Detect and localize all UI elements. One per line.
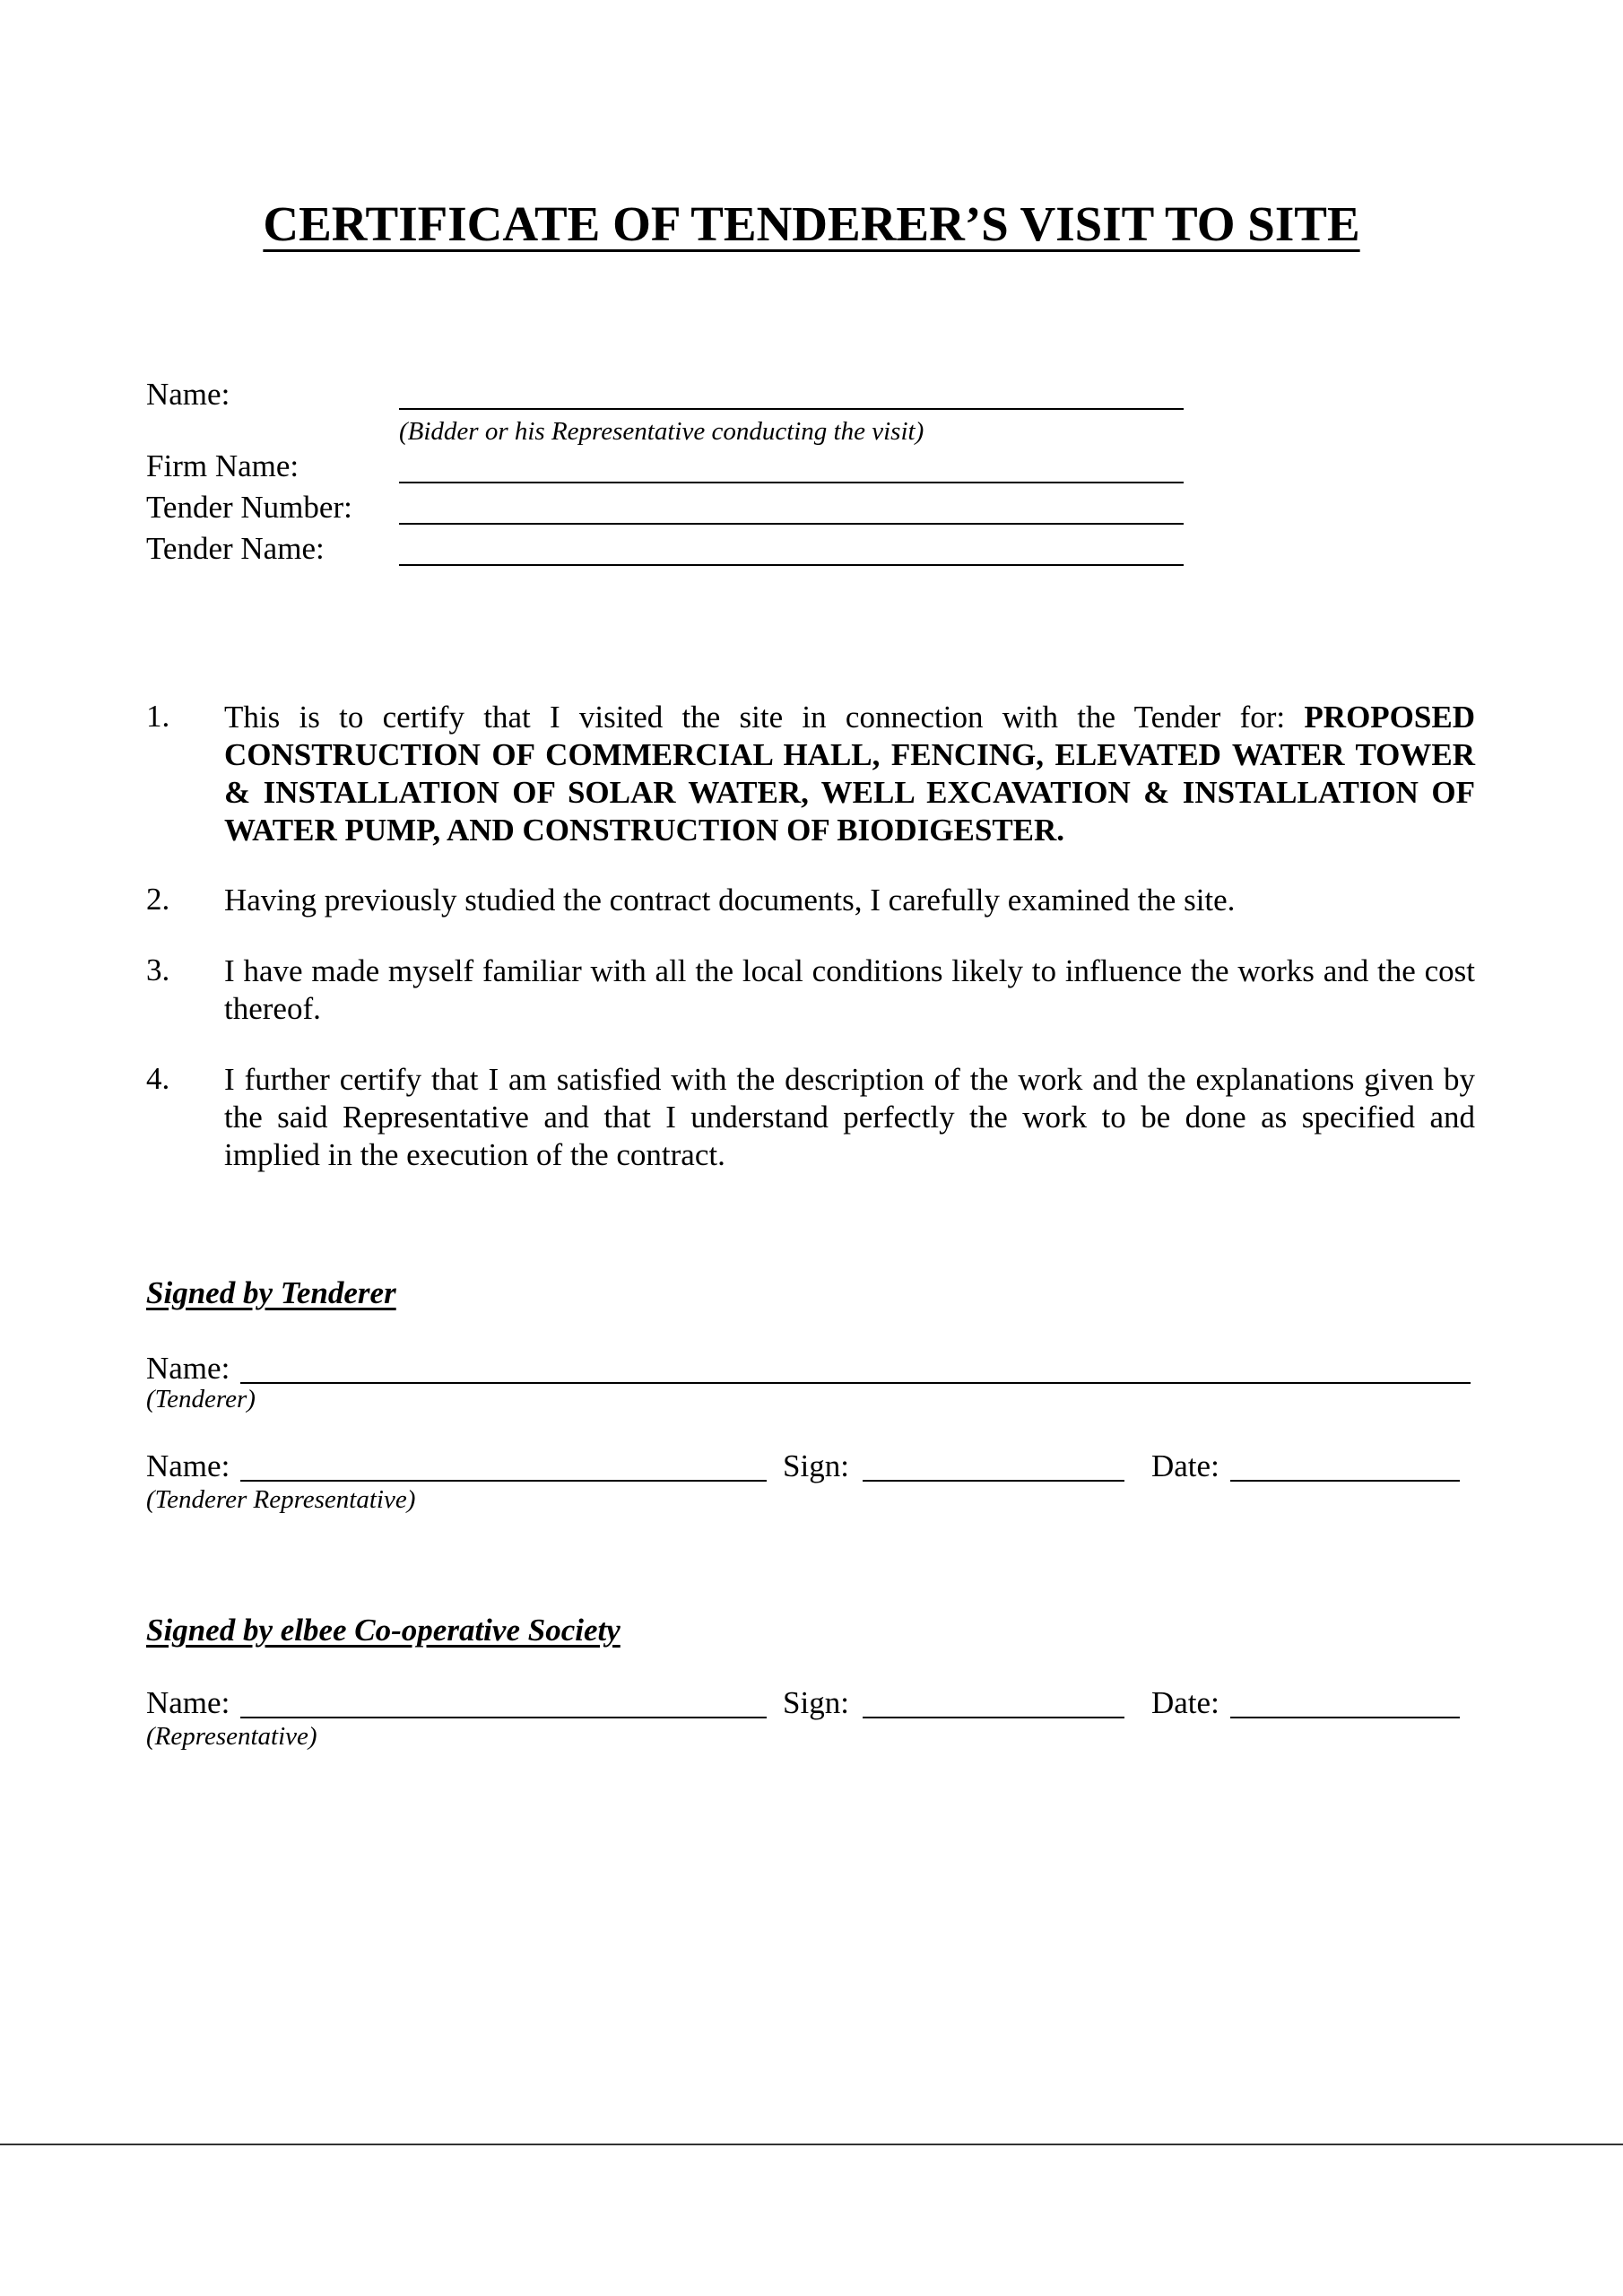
society-note: (Representative) [146,1722,317,1751]
tenderer-rep-date-line[interactable] [1230,1480,1460,1482]
society-name-label: Name: [146,1685,230,1720]
name-line[interactable] [399,408,1184,410]
society-name-line[interactable] [240,1717,767,1718]
society-sign-label: Sign: [783,1685,849,1720]
item-1-bold: PROPOSED CONSTRUCTION OF COMMERCIAL HALL, FENCING, ELEVATED WATER TOWER & INSTALLATION OF SOLAR WATER, WELL EXCAVATION & INSTALLATION OF WATER PUMP, AND CONSTRUCTION OF BIODIGESTER. [224,700,1475,848]
society-date-label: Date: [1151,1685,1219,1720]
tenderer-note: (Tenderer) [146,1385,256,1413]
tenderer-name-line[interactable] [240,1382,1471,1384]
society-date-line[interactable] [1230,1717,1460,1718]
item-1-text [224,699,1475,849]
tender-name-label: Tender Name: [146,531,325,566]
footer-divider [0,2144,1623,2145]
tenderer-section-heading: Signed by Tenderer [146,1275,396,1310]
tenderer-rep-sign-line[interactable] [863,1480,1124,1482]
item-3-text: I have made myself familiar with all the local conditions likely to influence the works and the cost thereof. [224,953,1475,1026]
tenderer-rep-name-line[interactable] [240,1480,767,1482]
tender-number-label: Tender Number: [146,490,352,525]
item-2-number: 2. [146,882,170,917]
document-title: CERTIFICATE OF TENDERER’S VISIT TO SITE [263,196,1360,251]
item-1-plain: This is to certify that I visited the site in connection with the Tender for: [224,700,1305,735]
tender-number-line[interactable] [399,523,1184,525]
society-section-heading: Signed by elbee Co-operative Society [146,1613,621,1648]
tenderer-rep-name-label: Name: [146,1448,230,1483]
tenderer-rep-sign-label: Sign: [783,1448,849,1483]
firm-name-line[interactable] [399,482,1184,483]
tenderer-rep-note: (Tenderer Representative) [146,1485,416,1514]
name-label: Name: [146,377,230,412]
society-sign-line[interactable] [863,1717,1124,1718]
tender-name-line[interactable] [399,564,1184,566]
item-4-text: I further certify that I am satisfied with the description of the work and the explanations given by the said Representative and that I understand perfectly the work to be done as specified and implied in the execution of the contract. [224,1062,1475,1172]
name-note: (Bidder or his Representative conducting the visit) [399,417,924,446]
firm-name-label: Firm Name: [146,448,299,483]
tenderer-name-label: Name: [146,1351,230,1386]
item-1-number: 1. [146,699,170,734]
tenderer-rep-date-label: Date: [1151,1448,1219,1483]
item-4-number: 4. [146,1061,170,1096]
item-2-text: Having previously studied the contract documents, I carefully examined the site. [224,883,1236,918]
item-3-number: 3. [146,952,170,987]
